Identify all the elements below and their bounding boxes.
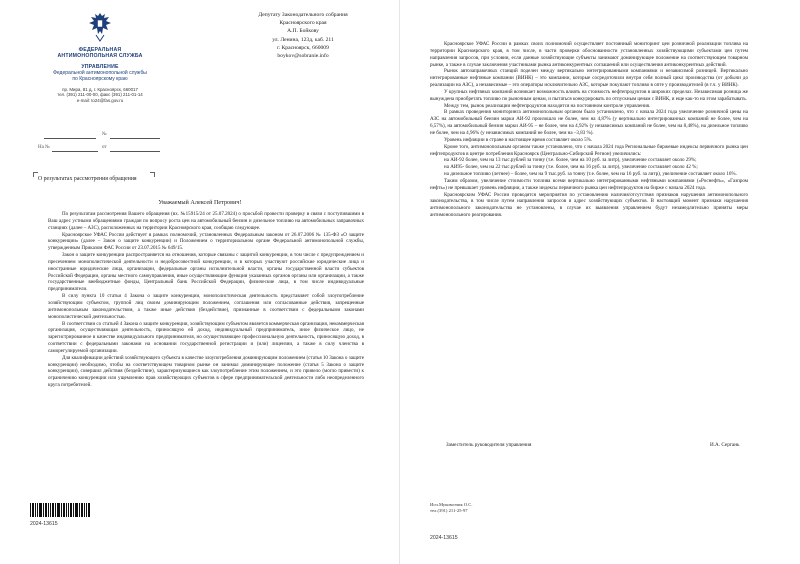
body-paragraph: на АИ95- более, чем на 22 тыс.рублей за тонну (т.е. более, чем на 16 руб. за литр), увеличение составляет около 42 %; <box>444 164 698 171</box>
body-paragraph: Таким образом, увеличение стоимости топлива всеми вертикально интегрированными нефтяными компаниями («Роснефть», «Газпром нефть») не превышает уровень инфляции, а также индексы первичного рынка цен нефтепродуктов на бирже с начала 2024 года. <box>430 177 748 191</box>
letter-greeting: Уважаемый Алексей Петрович! <box>158 199 242 206</box>
org-unit-title: УПРАВЛЕНИЕ <box>81 64 119 70</box>
executor-name: Исп.Муковозчик О.С. <box>430 502 473 507</box>
addressee-line: Депутату Законодательного собрания <box>258 12 348 18</box>
body-paragraph: По результатам рассмотрения Вашего обращения (вх. №15915/24 от 25.07.2024) о просьбой провести проверку в связи с поступившими в Ваш адрес устными обращениями граждан по вопросу роста цен на автомобильный бензин и дизельное топливо на автомобильных заправочных станциях (далее – АЗС), расположенных на территории Красноярского края, сообщаю следующее. <box>48 211 364 231</box>
organization-header <box>40 47 160 103</box>
body-paragraph: Кроме того, антимонопольным органом также установлено, что с начала 2024 года Региональные биржевые индексы первичного рынка цен нефтепродуктов в центре потребления Красноярск (Центрально-Сибирский Регион) увеличились: <box>430 143 748 157</box>
body-paragraph: Рынок автозаправочных станций поделен между вертикально интегрированными компаниями и независимой розницей. Вертикально интегрированные нефтяные компании (ВИНК) – это компании, которые сосредоточили внутри себя полный цикл производства (от добычи до реализации на АЗС), а независимые – это операторы исключительно АЗС, которые покупают топливо в опте у производителей (в т.ч. у ВИНК). <box>430 68 748 89</box>
org-email: e-mail: to24@fas.gov.ru <box>76 97 124 103</box>
org-unit-line: по Красноярскому краю <box>72 76 128 82</box>
ref-number-line <box>52 151 98 152</box>
ref-date-line <box>110 151 160 152</box>
executor-block <box>430 502 473 514</box>
body-paragraph: Красноярское УФАС России действует в рамках полномочий, установленных Федеральным законом от 26.07.2006 № 135-ФЗ «О защите конкуренции» (далее – Закон о защите конкуренции) и Положением о территориальном органе Федеральной антимонопольной службы, утвержденным Приказом ФАС России от 23.07.2015 № 649/15. <box>48 231 364 252</box>
signatory-name: И.А. Сергань <box>710 442 740 448</box>
addressee-address: ул. Ленина, 123д, каб. 211 <box>272 36 334 43</box>
body-paragraph: Красноярским УФАС России проводятся мероприятия по установлению наличия/отсутствия признаков нарушения антимонопольного законодательства, в том числе путем направления запросов в адрес хозяйствующих субъектов. В настоящий момент признаки нарушения антимонопольного законодательства не установлены, в случае их выявления управлением будут незамедлительно приняты меры антимонопольного реагирования. <box>430 191 748 219</box>
addressee-city: г. Красноярск, 660009 <box>277 44 329 51</box>
org-phone: тел. (391) 211-00-00, факс (391) 211-01-14 <box>57 92 143 98</box>
document-code: 2024-13615 <box>430 535 458 541</box>
ref-date-label: от <box>102 145 107 150</box>
letter-body <box>48 211 364 389</box>
body-paragraph: Между тем, рынок реализации нефтепродуктов находится на постоянном контроле управления. <box>444 102 651 109</box>
addressee-block <box>238 11 368 60</box>
org-name-line: ФЕДЕРАЛЬНАЯ <box>78 47 122 53</box>
org-unit-line: Федеральной антимонопольной службы <box>53 70 147 76</box>
body-paragraph: В силу пункта 10 статьи 4 Закона о защите конкуренции, монополистическая деятельность представляет собой злоупотребление хозяйствующим субъектом, группой лиц своим доминирующим положением, соглашения или согласованные действия, запрещенные антимонопольным законодательством, а также иные действия (бездействие), признанные в соответствии с федеральными законами монополистической деятельностью. <box>48 293 364 320</box>
addressee-name: А.П. Бойкову <box>287 28 319 35</box>
body-paragraph: В соответствии со статьей 4 Закона о защите конкуренции, хозяйствующим субъектом является коммерческая организация, некоммерческая организация, осуществляющая деятельность, приносящую ей доход, индивидуальный предприниматель, иное физическое лицо, не зарегистрированное в качестве индивидуального предпринимателя, но осуществляющее профессиональную деятельность, приносящую доход, в соответствии с федеральными законами на основании государственной регистрации и (или) лицензии, а также в силу членства в саморегулируемой организации. <box>48 320 364 354</box>
coat-of-arms-emblem <box>86 10 114 44</box>
body-paragraph: Уровень инфляции в стране в настоящее время составляет около 5%. <box>444 136 593 143</box>
reg-number-line <box>110 138 160 139</box>
signatory-title: Заместитель руководителя управления <box>446 442 532 448</box>
body-paragraph: на АИ-92 более, чем на 13 тыс.рублей за тонну (т.е. более, чем на 10 руб. за литр), увеличение составляет около 29%; <box>444 157 697 164</box>
addressee-line: Красноярского края <box>279 20 327 27</box>
letter-subject: О результатах рассмотрения обращения <box>38 176 137 182</box>
addressee-email: boykov@sobranie.info <box>277 53 329 60</box>
body-paragraph: на дизельное топливо (летнее) – более, чем на 9 тыс.руб. за тонну (т.е. более, чем на 16 руб. за литр), увеличение составляет около 16%. <box>444 171 737 178</box>
body-paragraph: Красноярское УФАС России в рамках своих полномочий осуществляет постоянный мониторинг цен розничной реализации топлива на территории Красноярского края, в том числе, в части проверки обоснованности установленных хозяйствующими субъектами цен путем направления запросов, при условии, если данные хозяйствующие субъекты занимают доминирующее положение на соответствующем товарном рынке, а также в случае заключения участниками рынка антиконкурентных соглашений или осуществления антиконкурентных действий. <box>430 41 748 68</box>
org-address: пр. Мира, 81 д, г. Красноярск, 660017 <box>62 87 138 92</box>
body-paragraph: У крупных нефтяных компаний возникает возможность влиять на стоимость нефтепродуктов в широких пределах. Независимая розница же вынуждена приобретать топливо по рыночным ценам, и пытаться конкурировать по отпускным ценам с ВИНК, и еще как-то на этом зарабатывать. <box>430 88 748 102</box>
org-name-line: АНТИМОНОПОЛЬНАЯ СЛУЖБА <box>57 53 143 59</box>
body-paragraph: В рамках проведения мониторинга антимонопольным органом было установлено, что с начала 2024 года увеличение розничной цены на АЗС на автомобильный бензин марки АИ-92 произошло не более, чем на 4,87% (у вертикально интегрированных компаний не более, чем на 6,57%), на автомобильный бензин марки АИ-95 – не более, чем на 4,92% (у независимых компаний не более, чем на 8,48%), на дизельное топливо не более, чем на 4,96% (у независимых компаний не более, чем на –3,83 %). <box>430 109 748 136</box>
letter-body-continued <box>430 41 748 219</box>
document-barcode <box>30 503 90 517</box>
body-paragraph: Закон о защите конкуренции распространяется на отношения, которые связаны с защитой конкуренции, в том числе с предупреждением и пресечением монополистической деятельности и недобросовестной конкуренции, и в которых участвуют российские юридические лица и иностранные юридические лица, организации, федеральные органы исполнительной власти, органы государственной власти субъектов Российской Федерации, органы местного самоуправления, иные осуществляющие функции указанных органов органы или организации, а также государственные внебюджетные фонды, Центральный банк Российской Федерации, физические лица, в том числе индивидуальные предприниматели. <box>48 252 364 293</box>
ref-number-label: На № <box>38 145 50 150</box>
reg-date-line <box>44 138 96 139</box>
executor-phone: тел.(391) 211-25-97 <box>430 508 468 514</box>
body-paragraph: Для квалификации действий хозяйствующего субъекта в качестве злоупотребления доминирующим положением (статья 10 Закона о защите конкуренции) необходимо, чтобы на соответствующем товарном рынке он занимал доминирующее положение (статья 5 Закона о защите конкуренции), совершил действия (бездействие), характеризующиеся как злоупотребление этим положением, и это привело (могло привести) к ограничению конкуренции или ущемлению прав хозяйствующих субъектов в сфере предпринимательской деятельности либо неопределенного круга потребителей. <box>48 354 364 389</box>
reg-number-label: № <box>102 132 107 137</box>
subject-bracket-right <box>150 172 155 177</box>
document-code: 2024-13615 <box>30 521 58 527</box>
